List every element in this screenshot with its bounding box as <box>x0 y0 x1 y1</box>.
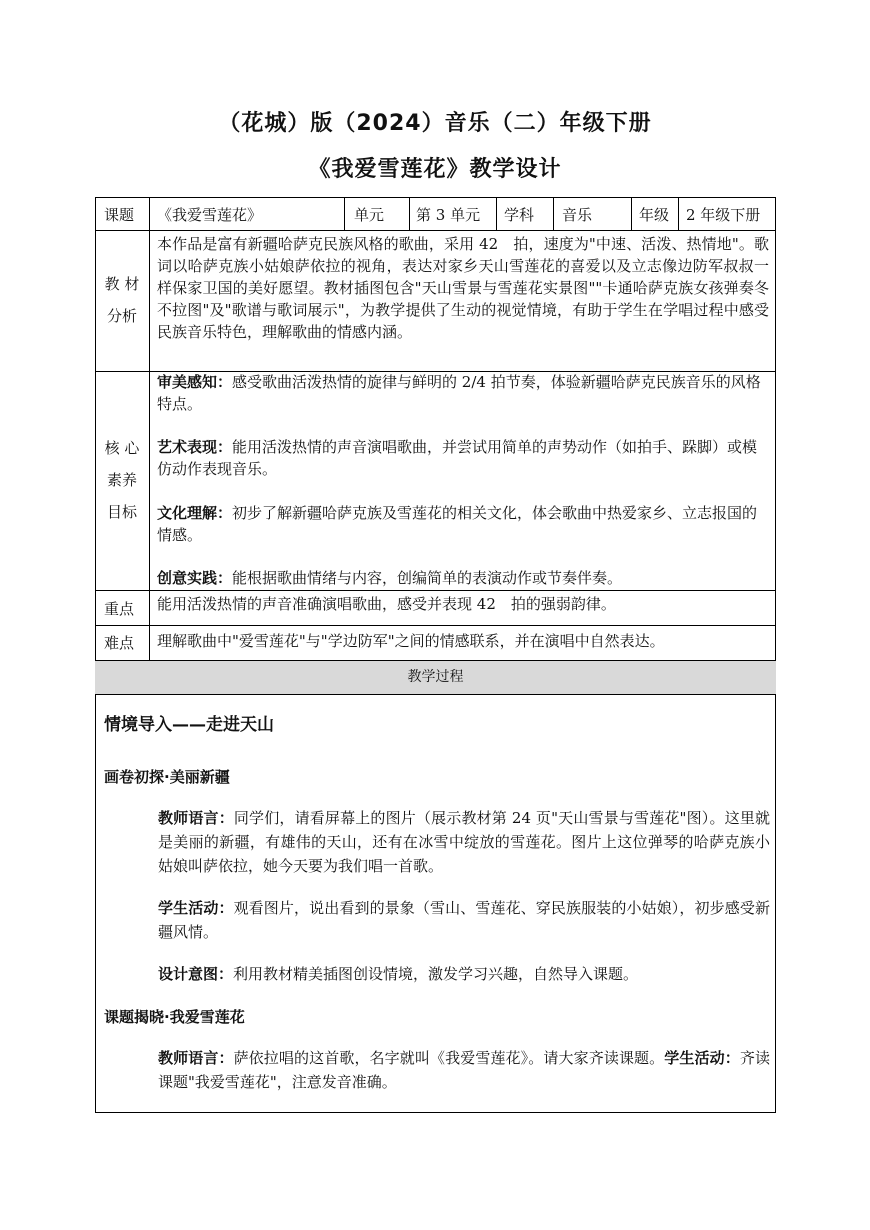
paragraph-head: 教师语言： <box>158 1049 234 1067</box>
table-col-line <box>409 197 410 231</box>
core-item-aesthetic <box>157 371 769 415</box>
difficulty-label: 难点 <box>104 634 135 652</box>
table-col-line <box>149 197 150 661</box>
process-band: 教学过程 <box>95 661 776 694</box>
core-label-line3: 目标 <box>106 503 137 521</box>
core-item-expression <box>157 436 769 480</box>
student-activity-paragraph <box>158 896 770 944</box>
core-item-text: 能根据歌曲情绪与内容，创编简单的表演动作或节奏伴奏。 <box>232 569 623 587</box>
key-point-text: 能用活泼热情的声音准确演唱歌曲，感受并表现 42 拍的强弱韵律。 <box>157 595 616 613</box>
paragraph-text: 观看图片，说出看到的景象（雪山、雪莲花、穿民族服装的小姑娘），初步感受新疆风情。 <box>158 899 770 941</box>
core-item-text: 初步了解新疆哈萨克族及雪莲花的相关文化，体会歌曲中热爱家乡、立志报国的情感。 <box>157 504 758 544</box>
core-item-head: 艺术表现： <box>157 438 233 456</box>
section-title: 情境导入——走进天山 <box>104 715 274 735</box>
paragraph-head: 设计意图： <box>158 965 234 983</box>
teacher-speech-paragraph <box>158 806 770 878</box>
paragraph-text: 萨依拉唱的这首歌，名字就叫《我爱雪莲花》。请大家齐读课题。 <box>233 1049 665 1067</box>
document-title: （花城）版（2024）音乐（二）年级下册 <box>218 111 652 136</box>
unit-label: 单元 <box>354 206 385 224</box>
table-row-line <box>95 230 776 231</box>
table-col-line <box>553 197 554 231</box>
table-border-top <box>95 197 776 198</box>
subject-label: 学科 <box>504 206 535 224</box>
subject-value: 音乐 <box>562 206 593 224</box>
paragraph-head: 学生活动： <box>158 899 234 917</box>
analysis-label-line1: 教 材 <box>104 275 140 293</box>
paragraph-text: 齐读课题"我爱雪莲花"，注意发音准确。 <box>158 1049 770 1091</box>
table-row-line <box>95 590 776 591</box>
paragraph-head: 教师语言： <box>158 809 234 827</box>
table-border-left <box>95 197 96 1113</box>
table-row-line <box>95 625 776 626</box>
core-item-head: 创意实践： <box>157 569 233 587</box>
table-border-bottom <box>95 1112 776 1113</box>
core-item-text: 能用活泼热情的声音演唱歌曲，并尝试用简单的声势动作（如拍手、跺脚）或模仿动作表现音乐。 <box>157 438 758 478</box>
table-col-line <box>344 197 345 231</box>
core-label-line1: 核 心 <box>104 439 140 457</box>
key-point-label: 重点 <box>104 600 135 618</box>
grade-value: 2 年级下册 <box>686 206 761 224</box>
paragraph-text: 同学们，请看屏幕上的图片（展示教材第 24 页"天山雪景与雪莲花"图）。这里就是美丽的新疆，有雄伟的天山，还有在冰雪中绽放的雪莲花。图片上这位弹琴的哈萨克族小姑娘叫萨依拉，她今天要为我们唱一首歌。 <box>158 809 770 875</box>
table-col-line <box>631 197 632 231</box>
topic-label: 课题 <box>104 206 135 224</box>
grade-label: 年级 <box>639 206 670 224</box>
table-col-line <box>496 197 497 231</box>
table-border-right <box>775 197 776 1113</box>
core-item-text: 感受歌曲活泼热情的旋律与鲜明的 2/4 拍节奏，体验新疆哈萨克民族音乐的风格特点。 <box>157 373 761 413</box>
teacher-speech-paragraph-2 <box>158 1046 770 1094</box>
core-item-head: 审美感知： <box>157 373 233 391</box>
table-col-line <box>678 197 679 231</box>
core-item-head: 文化理解： <box>157 504 233 522</box>
topic-value: 《我爱雪莲花》 <box>157 206 263 224</box>
analysis-label <box>97 268 147 332</box>
design-intent-paragraph <box>158 962 770 986</box>
document-subtitle: 《我爱雪莲花》教学设计 <box>308 157 562 182</box>
subsection-title: 课题揭晓·我爱雪莲花 <box>104 1008 245 1026</box>
paragraph-head: 学生活动： <box>664 1049 740 1067</box>
table-row-line <box>95 694 776 695</box>
subsection-title: 画卷初探·美丽新疆 <box>104 768 230 786</box>
core-item-creative <box>157 567 769 589</box>
core-label-line2: 素养 <box>106 471 137 489</box>
analysis-label-line2: 分析 <box>106 307 137 325</box>
difficulty-text: 理解歌曲中"爱雪莲花"与"学边防军"之间的情感联系，并在演唱中自然表达。 <box>157 632 665 650</box>
unit-value: 第 3 单元 <box>416 206 481 224</box>
paragraph-text: 利用教材精美插图创设情境，激发学习兴趣，自然导入课题。 <box>233 965 639 983</box>
analysis-text: 本作品是富有新疆哈萨克民族风格的歌曲，采用 42 拍，速度为"中速、活泼、热情地"。歌词以哈萨克族小姑娘萨依拉的视角，表达对家乡天山雪莲花的喜爱以及立志像边防军叔叔一样保家卫国的美好愿望。教材插图包含"天山雪景与雪莲花实景图""卡通哈萨克族女孩弹奏冬不拉图"及"歌谱与歌词展示"，为教学提供了生动的视觉情境，有助于学生在学唱过程中感受民族音乐特色，理解歌曲的情感内涵。 <box>157 235 769 341</box>
core-label <box>97 432 147 528</box>
core-item-culture <box>157 502 769 546</box>
